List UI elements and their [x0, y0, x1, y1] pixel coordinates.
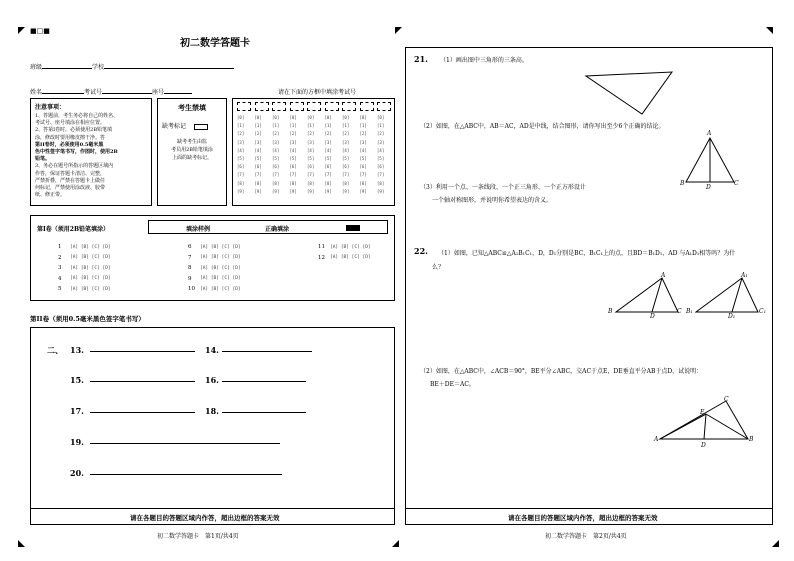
id-bubble[interactable]: [8]	[237, 180, 245, 186]
item-16-label: 16.	[205, 375, 219, 385]
id-grid-inner	[233, 99, 394, 205]
id-bubble[interactable]: [4]	[254, 147, 262, 153]
notes-line: 色中性签字笔书写，作图时，使用2B	[35, 149, 118, 156]
q22-fig2-label-d: D	[701, 442, 706, 449]
id-bubble[interactable]: [1]	[324, 123, 332, 129]
id-bubble[interactable]: [6]	[359, 164, 367, 170]
triangle-abc	[616, 278, 678, 312]
id-digit-box[interactable]	[255, 102, 269, 111]
q22-label-d1: D₁	[728, 313, 736, 320]
corner-mark-top-right	[766, 27, 773, 34]
id-digit-box[interactable]	[325, 102, 339, 111]
name-row	[30, 87, 192, 96]
choice-number: 6	[188, 244, 192, 250]
id-bubble[interactable]: [3]	[342, 139, 350, 145]
choice-bubbles[interactable]: [A] [B] [C] [D]	[200, 244, 241, 250]
item-20-label: 20.	[70, 468, 84, 478]
id-bubble[interactable]: [1]	[272, 123, 280, 129]
id-bubble[interactable]: [2]	[377, 131, 385, 137]
choice-bubbles[interactable]: [A] [B] [C] [D]	[200, 255, 241, 260]
id-bubble[interactable]: [9]	[237, 188, 245, 194]
id-bubble[interactable]: [8]	[324, 180, 332, 186]
id-bubble[interactable]: [5]	[289, 156, 297, 161]
q22-label-a: A	[661, 272, 666, 279]
id-bubble[interactable]: [8]	[289, 180, 297, 186]
name-label: 姓名	[30, 89, 43, 96]
q22-label-d: D	[650, 313, 655, 320]
choice-bubbles[interactable]: [A] [B] [C] [D]	[330, 244, 371, 250]
q22-fig2-label-e: E	[700, 409, 705, 416]
corner-mark-bottom-left	[18, 540, 25, 547]
seat-label: 座号	[152, 89, 165, 96]
notes-title: 注意事项：	[35, 104, 66, 111]
id-bubble[interactable]: [0]	[254, 115, 262, 120]
q21-part2: （2）如图，在△ABC中，AB＝AC，AD是中线，结合图形，请你写出至少6个正确的结论。	[420, 123, 665, 130]
id-bubble[interactable]: [8]	[359, 180, 367, 186]
triangle-shape	[586, 72, 672, 114]
id-digit-box[interactable]	[237, 102, 251, 111]
class-field[interactable]	[42, 68, 92, 69]
id-bubble[interactable]: [9]	[342, 188, 350, 194]
triangle-a1b1c1	[696, 278, 758, 312]
item-20-answer[interactable]	[90, 467, 282, 475]
choice-number: 4	[58, 275, 62, 282]
segment-a1d1	[732, 278, 742, 312]
corner-mark-bottom-right	[772, 540, 779, 547]
notes-line: 1、答题前，考生务必将自己的姓名、	[35, 113, 119, 119]
left-footer-divider	[30, 508, 395, 509]
id-bubble[interactable]: [8]	[254, 180, 262, 186]
left-footer-warning: 请在各题目的答题区域内作答，超出边框的答案无效	[130, 514, 280, 522]
choice-bubbles[interactable]: [A] [B] [C] [D]	[70, 265, 111, 271]
id-bubble[interactable]: [4]	[342, 147, 350, 153]
id-bubble[interactable]: [9]	[289, 188, 297, 194]
id-bubble[interactable]: [9]	[377, 188, 385, 194]
id-bubble[interactable]: [6]	[307, 164, 315, 170]
choice-number: 9	[188, 275, 192, 282]
right-footer-warning: 请在各题目的答题区域内作答，超出边框的答案无效	[508, 514, 658, 522]
q22-part2-line2: BE＋DE＝AC。	[430, 381, 475, 388]
page-title: 初二数学答题卡	[180, 38, 250, 49]
notes-line: 何标记，严禁使用涂改液、胶带	[35, 185, 106, 192]
id-bubble[interactable]: [1]	[289, 123, 297, 129]
id-digit-box[interactable]	[377, 102, 391, 111]
id-bubble[interactable]: [3]	[289, 139, 297, 145]
id-bubble[interactable]: [2]	[359, 131, 367, 137]
school-field[interactable]	[104, 68, 234, 69]
item-14-label: 14.	[205, 345, 219, 355]
notes-line: 作答，保证答题卡清洁、完整，	[35, 170, 106, 177]
id-bubble[interactable]: [2]	[289, 131, 297, 137]
right-footer-divider	[405, 508, 773, 509]
item-15-answer[interactable]	[90, 374, 195, 382]
segment-ad	[652, 278, 662, 312]
notes-line: 第II卷时，必须使用0.5毫米黑	[35, 141, 104, 148]
q22-fig2-label-c: C	[724, 396, 729, 403]
id-bubble[interactable]: [1]	[237, 123, 245, 129]
section2-part: 二、	[47, 345, 63, 355]
choice-number: 5	[58, 286, 62, 292]
id-bubble[interactable]: [5]	[342, 156, 350, 161]
id-bubble[interactable]: [5]	[324, 156, 332, 161]
choice-number: 8	[188, 265, 192, 271]
choice-number: 3	[58, 265, 62, 271]
correct-fill-sample	[346, 225, 360, 231]
id-bubble[interactable]: [7]	[254, 172, 262, 178]
sample-label: 填涂样例	[186, 226, 211, 233]
q21-label-d: D	[706, 184, 711, 191]
id-bubble[interactable]: [0]	[289, 115, 297, 120]
item-15-label: 15.	[70, 375, 84, 385]
id-bubble[interactable]: [1]	[254, 123, 262, 129]
q22-fig2-label-a: A	[654, 436, 659, 443]
choice-number: 10	[188, 286, 195, 292]
q21-figure-1	[580, 68, 680, 118]
choice-bubbles[interactable]: [A] [B] [C] [D]	[200, 286, 241, 292]
absent-desc: 缺考考生由监	[176, 139, 207, 145]
item-18-answer[interactable]	[222, 405, 306, 413]
id-digit-box[interactable]	[290, 102, 304, 111]
item-19-answer[interactable]	[90, 436, 280, 444]
id-bubble[interactable]: [4]	[359, 147, 367, 153]
absent-desc: 上面的缺考标记。	[171, 155, 212, 161]
id-bubble[interactable]: [6]	[342, 164, 350, 170]
id-bubble[interactable]: [4]	[272, 147, 280, 153]
class-school-row	[30, 62, 234, 71]
id-bubble[interactable]: [0]	[272, 115, 280, 120]
absent-mark-label: 缺考标记	[162, 123, 187, 130]
id-bubble[interactable]: [6]	[377, 164, 385, 170]
item-16-answer[interactable]	[222, 374, 306, 382]
q22-label-c: C	[677, 308, 682, 315]
name-field[interactable]	[42, 93, 84, 94]
choice-number: 11	[318, 244, 325, 250]
id-bubble[interactable]: [0]	[324, 115, 332, 120]
correct-label: 正确填涂	[265, 226, 290, 233]
notes-line: 铅笔。	[35, 156, 51, 163]
item-13-label: 13.	[70, 345, 84, 355]
id-bubble[interactable]: [3]	[377, 139, 385, 145]
notes-line: 3、务必在题号所指示的答题区域内	[35, 163, 114, 170]
q22-label-a1: A₁	[741, 272, 748, 279]
q21-label-c: C	[734, 180, 739, 187]
exam-id-grid	[232, 98, 395, 206]
choice-number: 12	[318, 254, 325, 261]
q21-label-a: A	[707, 130, 712, 137]
id-bubble[interactable]: [6]	[237, 164, 245, 170]
choice-number: 2	[58, 254, 62, 261]
id-bubble[interactable]: [4]	[237, 147, 245, 153]
item-17-label: 17.	[70, 406, 84, 416]
q22-label-b: B	[608, 308, 613, 315]
q22-fig2-label-b: B	[749, 436, 754, 443]
choice-bubbles[interactable]: [A] [B] [C] [D]	[200, 276, 241, 281]
id-bubble[interactable]: [3]	[254, 139, 262, 145]
item-19-label: 19.	[70, 437, 84, 447]
notes-line: 严禁折叠，严禁在答题卡上做任	[35, 177, 106, 184]
id-bubble[interactable]: [8]	[377, 180, 385, 186]
segment-ea	[660, 414, 706, 439]
id-bubble[interactable]: [2]	[237, 131, 245, 137]
item-18-label: 18.	[205, 406, 219, 416]
id-bubble[interactable]: [5]	[272, 156, 280, 161]
id-bubble[interactable]: [1]	[359, 123, 367, 129]
id-bubble[interactable]: [7]	[307, 172, 315, 178]
q22-part2-line1: （2）如图，在△ABC中，∠ACB＝90°，BE平分∠ABC，交AC于点E，DE垂直平分AB于点D，试说明：	[420, 368, 703, 375]
id-bubble[interactable]: [7]	[324, 172, 332, 178]
absent-box	[157, 98, 227, 206]
id-bubble[interactable]: [5]	[254, 156, 262, 161]
absent-mark-checkbox[interactable]	[194, 124, 208, 130]
id-digit-box[interactable]	[272, 102, 286, 111]
id-bubble[interactable]: [3]	[272, 139, 280, 145]
q22-label-b1: B₁	[686, 308, 693, 315]
seat-field[interactable]	[164, 93, 192, 94]
right-page-footer: 初二数学答题卡 第2页/共4页	[545, 533, 627, 540]
id-bubble[interactable]: [9]	[254, 188, 262, 194]
id-bubble[interactable]: [9]	[359, 188, 367, 194]
class-label: 班级	[30, 64, 43, 71]
choice-bubbles[interactable]: [A] [B] [C] [D]	[70, 255, 111, 260]
absent-title: 考生禁填	[178, 103, 206, 112]
id-bubble[interactable]: [7]	[342, 172, 350, 178]
segment-be	[706, 414, 748, 439]
section2-answer-box	[30, 327, 395, 525]
id-bubble[interactable]: [2]	[254, 131, 262, 137]
item-13-answer[interactable]	[90, 344, 195, 352]
id-bubble[interactable]: [4]	[377, 147, 385, 153]
id-bubble[interactable]: [5]	[307, 156, 315, 161]
q21-number: 21.	[414, 54, 428, 64]
id-bubble[interactable]: [9]	[307, 188, 315, 194]
id-bubble[interactable]: [7]	[272, 172, 280, 178]
id-bubble[interactable]: [9]	[324, 188, 332, 194]
notes-line: 涂，修改时要用橡皮擦干净。答	[35, 134, 106, 141]
segment-de	[704, 414, 706, 439]
item-17-answer[interactable]	[90, 405, 195, 413]
choice-bubbles[interactable]: [A] [B] [C] [D]	[200, 265, 241, 271]
notes-line: 2、答第I卷时，必须使用2B铅笔填	[35, 127, 113, 134]
id-bubble[interactable]: [7]	[237, 172, 245, 178]
id-bubble[interactable]: [9]	[272, 188, 280, 194]
id-bubble[interactable]: [8]	[307, 180, 315, 186]
section1-label: 第I卷（须用2B铅笔填涂）	[37, 226, 110, 233]
id-bubble[interactable]: [3]	[359, 139, 367, 145]
id-bubble[interactable]: [7]	[377, 172, 385, 178]
id-bubble[interactable]: [5]	[377, 156, 385, 161]
choice-number: 1	[58, 244, 62, 250]
absent-desc: 考员用2B铅笔填涂	[171, 147, 213, 153]
school-label: 学校	[92, 64, 105, 71]
id-bubble[interactable]: [1]	[307, 123, 315, 129]
q22-part1-line1: （1）如图，已知△ABC≌△A₁B₁C₁，D，D₁分别是BC，B₁C₁上的点，且BD＝B₁D₁，AD 与A₁D₁相等吗？为什	[438, 250, 736, 257]
q22-part1-line2: 么？	[432, 264, 445, 271]
q21-label-b: B	[680, 180, 685, 187]
q21-part1: （1）画出图中三角形的三条高。	[440, 57, 528, 64]
id-bubble[interactable]: [2]	[307, 131, 315, 137]
left-page-footer: 初二数学答题卡 第1页/共4页	[157, 533, 239, 540]
id-bubble[interactable]: [7]	[359, 172, 367, 178]
q22-label-c1: C₁	[759, 308, 766, 315]
id-bubble[interactable]: [1]	[377, 123, 385, 129]
id-bubble[interactable]: [8]	[272, 180, 280, 186]
id-digit-box[interactable]	[360, 102, 374, 111]
choice-bubbles[interactable]: [A] [B] [C] [D]	[330, 255, 371, 260]
id-digit-box[interactable]	[342, 102, 356, 111]
id-bubble[interactable]: [0]	[307, 115, 315, 120]
choice-bubbles[interactable]: [A] [B] [C] [D]	[70, 276, 111, 281]
id-bubble[interactable]: [3]	[237, 139, 245, 145]
section2-label: 第II卷（须用0.5毫米黑色签字笔书写）	[30, 315, 145, 323]
q21-part3-line1: （3）利用一个点、一条线段、一个正三角形、一个正方形设计	[420, 184, 586, 191]
id-bubble[interactable]: [6]	[324, 164, 332, 170]
corner-mark-squares: ■□■	[30, 27, 50, 35]
id-bubble[interactable]: [4]	[324, 147, 332, 153]
id-bubble[interactable]: [2]	[324, 131, 332, 137]
notes-box	[30, 98, 152, 206]
id-digit-box[interactable]	[307, 102, 321, 111]
absent-mark-row	[162, 121, 222, 130]
corner-mark-top-mid	[395, 27, 402, 34]
id-bubble[interactable]: [6]	[272, 164, 280, 170]
id-bubble[interactable]: [8]	[342, 180, 350, 186]
id-bubble[interactable]: [1]	[342, 123, 350, 129]
id-bubble[interactable]: [5]	[359, 156, 367, 161]
exam-no-label: 考试号	[84, 89, 103, 96]
item-14-answer[interactable]	[222, 344, 312, 352]
q21-part3-line2: 一个轴对称图形，并说明你希望表达的含义。	[432, 197, 553, 204]
id-bubble[interactable]: [0]	[377, 115, 385, 120]
choice-bubbles[interactable]: [A] [B] [C] [D]	[70, 244, 111, 250]
fill-hint: 请在下面的方框中填涂考试号	[278, 89, 357, 96]
id-bubble[interactable]: [4]	[307, 147, 315, 153]
id-bubble[interactable]: [4]	[289, 147, 297, 153]
id-bubble[interactable]: [7]	[289, 172, 297, 178]
id-bubble[interactable]: [3]	[324, 139, 332, 145]
corner-mark-top-left	[18, 27, 25, 34]
choice-number: 7	[188, 254, 192, 261]
id-bubble[interactable]: [2]	[272, 131, 280, 137]
choice-bubbles[interactable]: [A] [B] [C] [D]	[70, 286, 111, 292]
id-bubble[interactable]: [6]	[289, 164, 297, 170]
id-bubble[interactable]: [6]	[254, 164, 262, 170]
id-bubble[interactable]: [2]	[342, 131, 350, 137]
q22-number: 22.	[414, 246, 428, 256]
exam-no-field[interactable]	[102, 93, 152, 94]
id-bubble[interactable]: [3]	[307, 139, 315, 145]
id-bubble[interactable]: [0]	[359, 115, 367, 120]
id-bubble[interactable]: [5]	[237, 156, 245, 161]
notes-line: 纸、修正带。	[35, 192, 66, 199]
id-bubble[interactable]: [0]	[237, 115, 245, 120]
id-bubble[interactable]: [0]	[342, 115, 350, 120]
corner-mark-bottom-mid	[392, 540, 399, 547]
notes-line: 考试号、座号填涂在相应位置。	[35, 120, 106, 127]
